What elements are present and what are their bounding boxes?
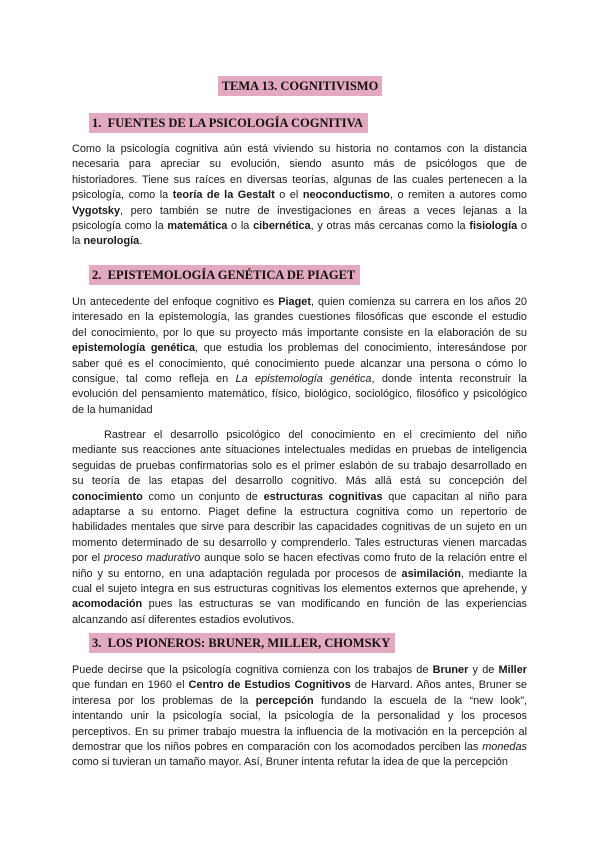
text-line — [72, 536, 527, 551]
text-line — [72, 740, 527, 755]
bold-text: neoconductismo — [302, 189, 390, 202]
text-run: , donde intenta reconstruir la — [371, 373, 527, 386]
text-run: habilidades mentales que sirve para describir las capacidades cognitivas de un sujeto en un — [72, 521, 527, 534]
text-run: aunque solo se hacen efectivas como fruto de la relación entre el — [200, 552, 527, 565]
italic-text: La epistemología genética — [235, 373, 372, 386]
text-run: seguidas de pruebas confirmatorias solo es el primer eslabón de su trabajo desarrollado en — [72, 459, 527, 472]
text-run: demostrar que los niños pobres en comparación con los acomodados perciben las — [72, 741, 483, 754]
bold-text: conocimiento — [72, 490, 143, 503]
text-line — [72, 597, 527, 612]
section-title: FUENTES DE LA PSICOLOGÍA COGNITIVA — [107, 116, 364, 130]
text-run: o — [517, 220, 527, 233]
text-run: interesado en la epistemología, las grandes cuestiones filosóficas que esconde el estudio — [72, 311, 527, 324]
section-title: LOS PIONEROS: BRUNER, MILLER, CHOMSKY — [107, 636, 391, 650]
text-line — [72, 505, 527, 520]
document-title: TEMA 13. COGNITIVISMO — [218, 76, 383, 96]
text-run: Un antecedente del enfoque cognitivo es — [72, 296, 279, 308]
text-line — [72, 678, 527, 693]
text-line — [72, 310, 527, 325]
text-line — [72, 157, 527, 172]
section-number: 3. — [92, 636, 102, 650]
bold-text: cibernética — [253, 220, 311, 233]
text-run: como un conjunto de — [142, 490, 264, 503]
text-run: historiadores. Tiene sus raíces en diversas teorías, algunas de las cuales pertenecen a la — [72, 173, 527, 186]
text-run: de la humanidad — [72, 403, 153, 416]
text-line — [72, 443, 527, 458]
text-run: Como la psicología cognitiva aún está viviendo su historia no contamos con la distancia — [72, 143, 527, 155]
text-run: o la — [227, 220, 254, 233]
text-run: su teoría de las etapas del desarrollo cognitivo. Más allá está su concepción del — [72, 475, 527, 488]
text-run: , mediante la — [460, 567, 527, 580]
text-run: por el — [72, 552, 104, 565]
text-run: psicología, como la — [72, 189, 173, 202]
text-line — [72, 520, 527, 535]
bold-text: Vygotsky — [72, 204, 121, 217]
text-line — [72, 326, 527, 341]
text-run: del conocimiento, por lo que su proyecto más importante consiste en la elaboración de su — [72, 326, 527, 339]
bold-text: neurología — [83, 235, 140, 248]
bold-text: Piaget — [278, 296, 311, 308]
text-run: perceptivos. En su primer trabajo muestra la influencia de la motivación en la percepción al — [72, 725, 527, 738]
text-run: mediante sus reacciones ante situaciones intelectuales medidas en pruebas de inteligencia — [72, 444, 527, 457]
bold-text: matemática — [167, 220, 228, 233]
text-run: pues las estructuras se van modificando en función de las experiencias — [142, 598, 527, 611]
text-line — [72, 551, 527, 566]
paragraph — [72, 428, 527, 628]
text-run: Rastrear el desarrollo psicológico del conocimiento en el crecimiento del niño — [104, 429, 527, 441]
text-run: la — [72, 235, 84, 248]
bold-text: epistemología genética — [72, 342, 196, 355]
paragraph — [72, 295, 527, 418]
section-heading-3 — [89, 633, 395, 653]
text-line — [72, 490, 527, 505]
text-line — [72, 341, 527, 356]
text-line — [72, 142, 527, 157]
text-run: como si tuvieran un tamaño mayor. Así, Bruner intenta refutar la idea de que la percepción — [72, 756, 508, 769]
text-line — [72, 474, 527, 489]
text-run: que fundan en 1960 el — [72, 679, 189, 692]
text-run: y de — [468, 664, 499, 676]
text-line — [72, 173, 527, 188]
text-run: niño y su entorno, en una adaptación regulada por procesos de — [72, 567, 402, 580]
text-line — [72, 459, 527, 474]
text-line — [72, 709, 527, 724]
text-line — [72, 204, 527, 219]
text-run: o el — [274, 189, 303, 202]
bold-text: estructuras cognitivas — [263, 490, 383, 503]
text-line — [72, 387, 527, 402]
text-run: intentando unir la psicología social, la psicología de la personalidad y los procesos — [72, 710, 527, 723]
text-run: , y otras más cercanas como la — [310, 220, 470, 233]
section-title: EPISTEMOLOGÍA GENÉTICA DE PIAGET — [107, 268, 356, 282]
text-run: , quien comienza su carrera en los años 20 — [310, 296, 527, 308]
text-run: . — [139, 235, 143, 248]
text-run: , pero también se nutre de investigaciones en áreas a veces lejanas a la — [120, 204, 527, 217]
bold-text: Miller — [498, 664, 527, 676]
text-run: necesaria para apreciar su evolución, siendo asunto más de psicólogos que de — [72, 158, 527, 171]
text-run: , que estudia los problemas del conocimiento, interesándose por — [195, 342, 527, 355]
bold-text: teoría de la Gestalt — [172, 189, 275, 202]
text-run: de Harvard. Años antes, Bruner se — [350, 679, 527, 692]
text-run: fundando la escuela de la “new look”, — [313, 694, 527, 707]
text-run: momento determinado de su desarrollo y comprenderlo. Tales estructuras vienen marcadas — [72, 536, 527, 549]
text-line — [72, 694, 527, 709]
section-heading-1 — [89, 113, 368, 133]
bold-text: asimilación — [401, 567, 461, 580]
text-line — [72, 357, 527, 372]
section-number: 2. — [92, 268, 102, 282]
text-line — [72, 372, 527, 387]
text-run: adaptarse a su entorno. Piaget define la estructura cognitiva como un repertorio de — [72, 506, 527, 519]
text-run: psicología como la — [72, 220, 168, 233]
italic-text: monedas — [482, 741, 527, 754]
text-run: Puede decirse que la psicología cognitiva comienza con los trabajos de — [72, 664, 433, 676]
text-run: que capacitan al niño para — [382, 490, 527, 503]
text-line — [72, 219, 527, 234]
text-run: , o remiten a autores como — [389, 189, 527, 202]
bold-text: acomodación — [72, 598, 143, 611]
bold-text: fisiología — [469, 220, 518, 233]
text-line — [72, 403, 527, 418]
text-run: saber qué es el conocimiento, qué conocimiento puede alcanzar una persona o cómo lo — [72, 357, 527, 370]
text-line — [72, 188, 527, 203]
text-line — [72, 567, 527, 582]
text-run: consigue, tal como refleja en — [72, 373, 236, 386]
text-line — [72, 295, 527, 310]
text-run: alcanzando así diferentes estadios evolutivos. — [72, 613, 295, 626]
text-line — [72, 613, 527, 628]
text-line — [72, 582, 527, 597]
bold-text: Bruner — [432, 664, 469, 676]
text-run: evolución del pensamiento matemático, físico, biológico, sociológico, filosófico y psicológico — [72, 388, 527, 401]
paragraph — [72, 663, 527, 771]
text-run: cual el sujeto integra en sus estructuras cognitivas los elementos externos que aprehende, y — [72, 583, 527, 596]
document-title-wrap — [0, 76, 600, 96]
text-line — [72, 725, 527, 740]
bold-text: Centro de Estudios Cognitivos — [188, 679, 351, 692]
italic-text: proceso madurativo — [103, 552, 201, 565]
text-line — [72, 663, 527, 678]
text-run: interesa por los problemas de la — [72, 694, 256, 707]
text-line — [72, 234, 527, 249]
text-line — [72, 428, 527, 443]
text-line — [72, 755, 527, 770]
bold-text: percepción — [255, 694, 314, 707]
section-heading-2 — [89, 265, 360, 285]
paragraph — [72, 142, 527, 250]
section-number: 1. — [92, 116, 102, 130]
